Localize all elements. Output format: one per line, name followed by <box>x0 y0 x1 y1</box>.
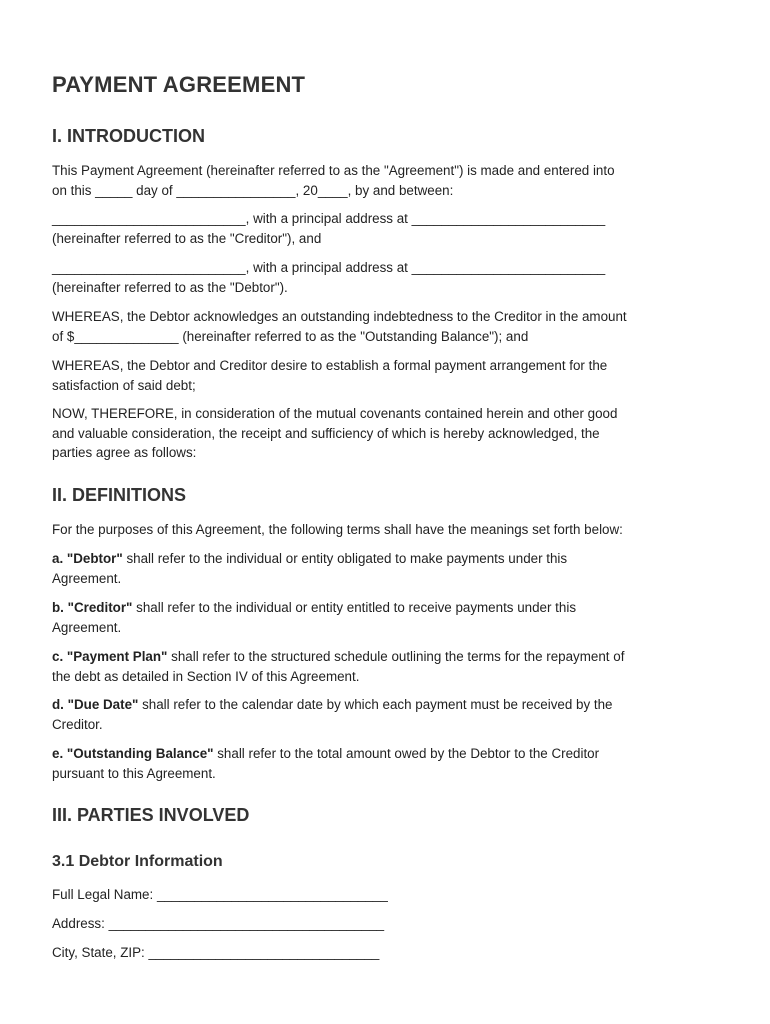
definition-creditor: b. "Creditor" shall refer to the individual or entity entitled to receive payments under this Agreement. <box>52 600 577 635</box>
debtor-city-state-zip-field: City, State, ZIP: _______________________________ <box>52 945 380 960</box>
definition-term: e. "Outstanding Balance" <box>52 746 214 761</box>
section-heading-definitions: II. DEFINITIONS <box>52 485 187 505</box>
section-heading-parties: III. PARTIES INVOLVED <box>52 805 250 825</box>
definition-payment-plan: c. "Payment Plan" shall refer to the structured schedule outlining the terms for the repayment of the debt as detailed in Section IV of this Agreement. <box>52 649 625 684</box>
definition-outstanding-balance: e. "Outstanding Balance" shall refer to the total amount owed by the Debtor to the Creditor pursuant to this Agreement. <box>52 746 600 781</box>
definitions-lead-paragraph: For the purposes of this Agreement, the following terms shall have the meanings set forth below: <box>52 522 623 537</box>
creditor-party-paragraph: __________________________, with a principal address at __________________________ (hereinafter referred to as the "Creditor"), and <box>52 211 606 246</box>
definition-term: b. "Creditor" <box>52 600 133 615</box>
document-title: PAYMENT AGREEMENT <box>52 72 306 97</box>
definition-term: d. "Due Date" <box>52 697 139 712</box>
whereas-indebtedness-paragraph: WHEREAS, the Debtor acknowledges an outstanding indebtedness to the Creditor in the amount of $______________ (hereinafter referred to as the "Outstanding Balance"); and <box>52 309 627 344</box>
now-therefore-paragraph: NOW, THEREFORE, in consideration of the mutual covenants contained herein and other good and valuable consideration, the receipt and sufficiency of which is hereby acknowledged, the parties agree as follows: <box>52 406 618 460</box>
debtor-full-name-field: Full Legal Name: _______________________________ <box>52 887 388 902</box>
definition-term: a. "Debtor" <box>52 551 123 566</box>
subsection-heading-debtor-info: 3.1 Debtor Information <box>52 853 223 870</box>
debtor-address-field: Address: _____________________________________ <box>52 916 385 931</box>
definition-debtor: a. "Debtor" shall refer to the individual or entity obligated to make payments under this Agreement. <box>52 551 568 586</box>
whereas-arrangement-paragraph: WHEREAS, the Debtor and Creditor desire to establish a formal payment arrangement for the satisfaction of said debt; <box>52 358 608 393</box>
section-heading-introduction: I. INTRODUCTION <box>52 126 205 146</box>
intro-paragraph-1: This Payment Agreement (hereinafter referred to as the "Agreement") is made and entered into on this _____ day of ________________, 20____, by and between: <box>52 163 615 198</box>
definition-due-date: d. "Due Date" shall refer to the calendar date by which each payment must be received by the Creditor. <box>52 697 613 732</box>
definition-term: c. "Payment Plan" <box>52 649 168 664</box>
debtor-party-paragraph: __________________________, with a principal address at __________________________ (hereinafter referred to as the "Debtor"). <box>52 260 606 295</box>
